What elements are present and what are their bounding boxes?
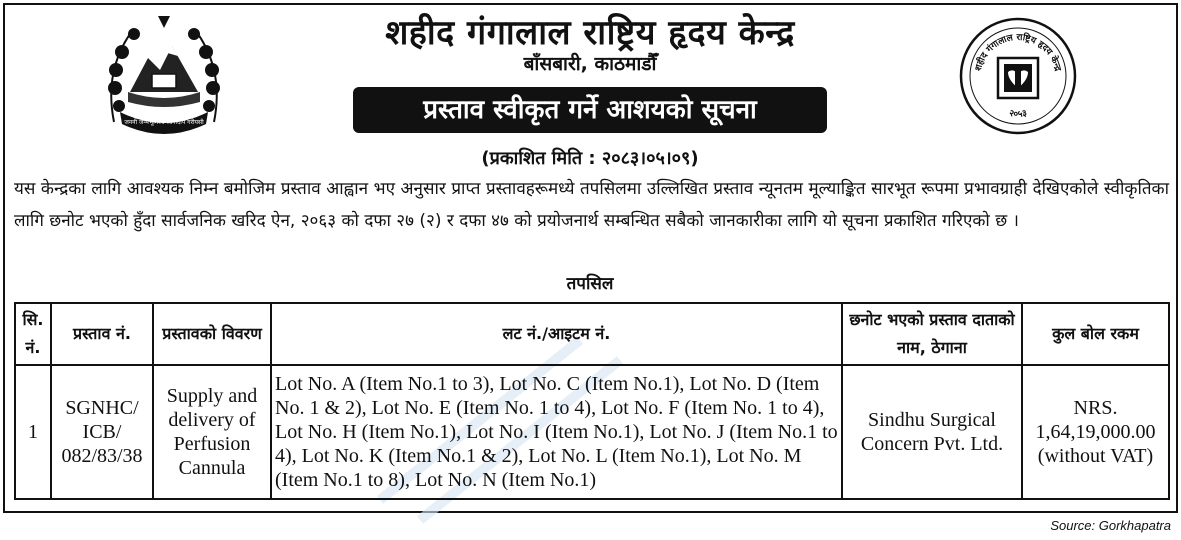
cell-bid-no: SGNHC/ ICB/ 082/83/38: [51, 365, 153, 499]
svg-text:२०५३: [1008, 109, 1028, 120]
award-table: [14, 302, 1170, 500]
header-serial-no: सि. नं.: [15, 303, 51, 365]
hospital-logo-icon: [958, 16, 1078, 136]
table-header-row: [15, 303, 1169, 365]
page-title: शहीद गंगालाल राष्ट्रिय हृदय केन्द्र: [385, 13, 795, 53]
cell-serial-no: 1: [15, 365, 51, 499]
logo-ring-text: शहीद गंगालाल राष्ट्रिय हृदय केन्द्र: [973, 32, 1063, 73]
emblem-motto: जननी जन्मभूमिश्च स्वर्गादपि गरीयसी: [124, 119, 204, 126]
header-amount: कुल बोल रकम: [1022, 303, 1169, 365]
notice-body-paragraph: यस केन्द्रका लागि आवश्यक निम्न बमोजिम प्रस्ताव आह्वान भए अनुसार प्राप्त प्रस्तावहरूमध्ये तपसिलमा उल्लिखित प्रस्ताव न्यूनतम मूल्याङ्कित सारभूत रूपमा प्रभावग्राही देखिएकोले स्वीकृतिका लागि छनोट भएको हुँदा सार्वजनिक खरिद ऐन, २०६३ को दफा २७ (२) र दफा ४७ को प्रयोजनार्थ सम्बन्धित सबैको जानकारीका लागि यो सूचना प्रकाशित गरिएको छ ।: [14, 179, 1169, 231]
nepal-emblem-icon: [100, 12, 228, 136]
cell-lot-item: Lot No. A (Item No.1 to 3), Lot No. C (Item No.1), Lot No. D (Item No. 1 & 2), Lot No. E (Item No. 1 to 4), Lot No. F (Item No. 1 to 4), Lot No. H (Item No.1), Lot No. I (Item No.1), Lot No. J (Item No.1 to 4), Lot No. K (Item No.1 & 2), Lot No. L (Item No.1), Lot No. M (Item No.1 to 8), Lot No. N (Item No.1): [271, 365, 842, 499]
logo-year-text: २०५३: [1008, 108, 1028, 120]
header-description: प्रस्तावको विवरण: [153, 303, 271, 365]
header-lot-item: लट नं./आइटम नं.: [271, 303, 842, 365]
header-bidder: छनोट भएको प्रस्ताव दाताको नाम, ठेगाना: [842, 303, 1022, 365]
published-date: (प्रकाशित मिति : २०८३।०५।०९): [481, 148, 699, 169]
schedule-heading: तपसिल: [566, 274, 614, 294]
table-row: [15, 365, 1169, 499]
location-subtitle: बाँसबारी, काठमाडौँ: [523, 53, 657, 75]
cell-bidder: Sindhu Surgical Concern Pvt. Ltd.: [842, 365, 1022, 499]
cell-description: Supply and delivery of Perfusion Cannula: [153, 365, 271, 499]
notice-title-banner: प्रस्ताव स्वीकृत गर्ने आशयको सूचना: [353, 87, 827, 133]
cell-amount: NRS. 1,64,19,000.00 (without VAT): [1022, 365, 1169, 499]
header-bid-no: प्रस्ताव नं.: [51, 303, 153, 365]
source-credit: Source: Gorkhapatra: [1050, 518, 1171, 533]
